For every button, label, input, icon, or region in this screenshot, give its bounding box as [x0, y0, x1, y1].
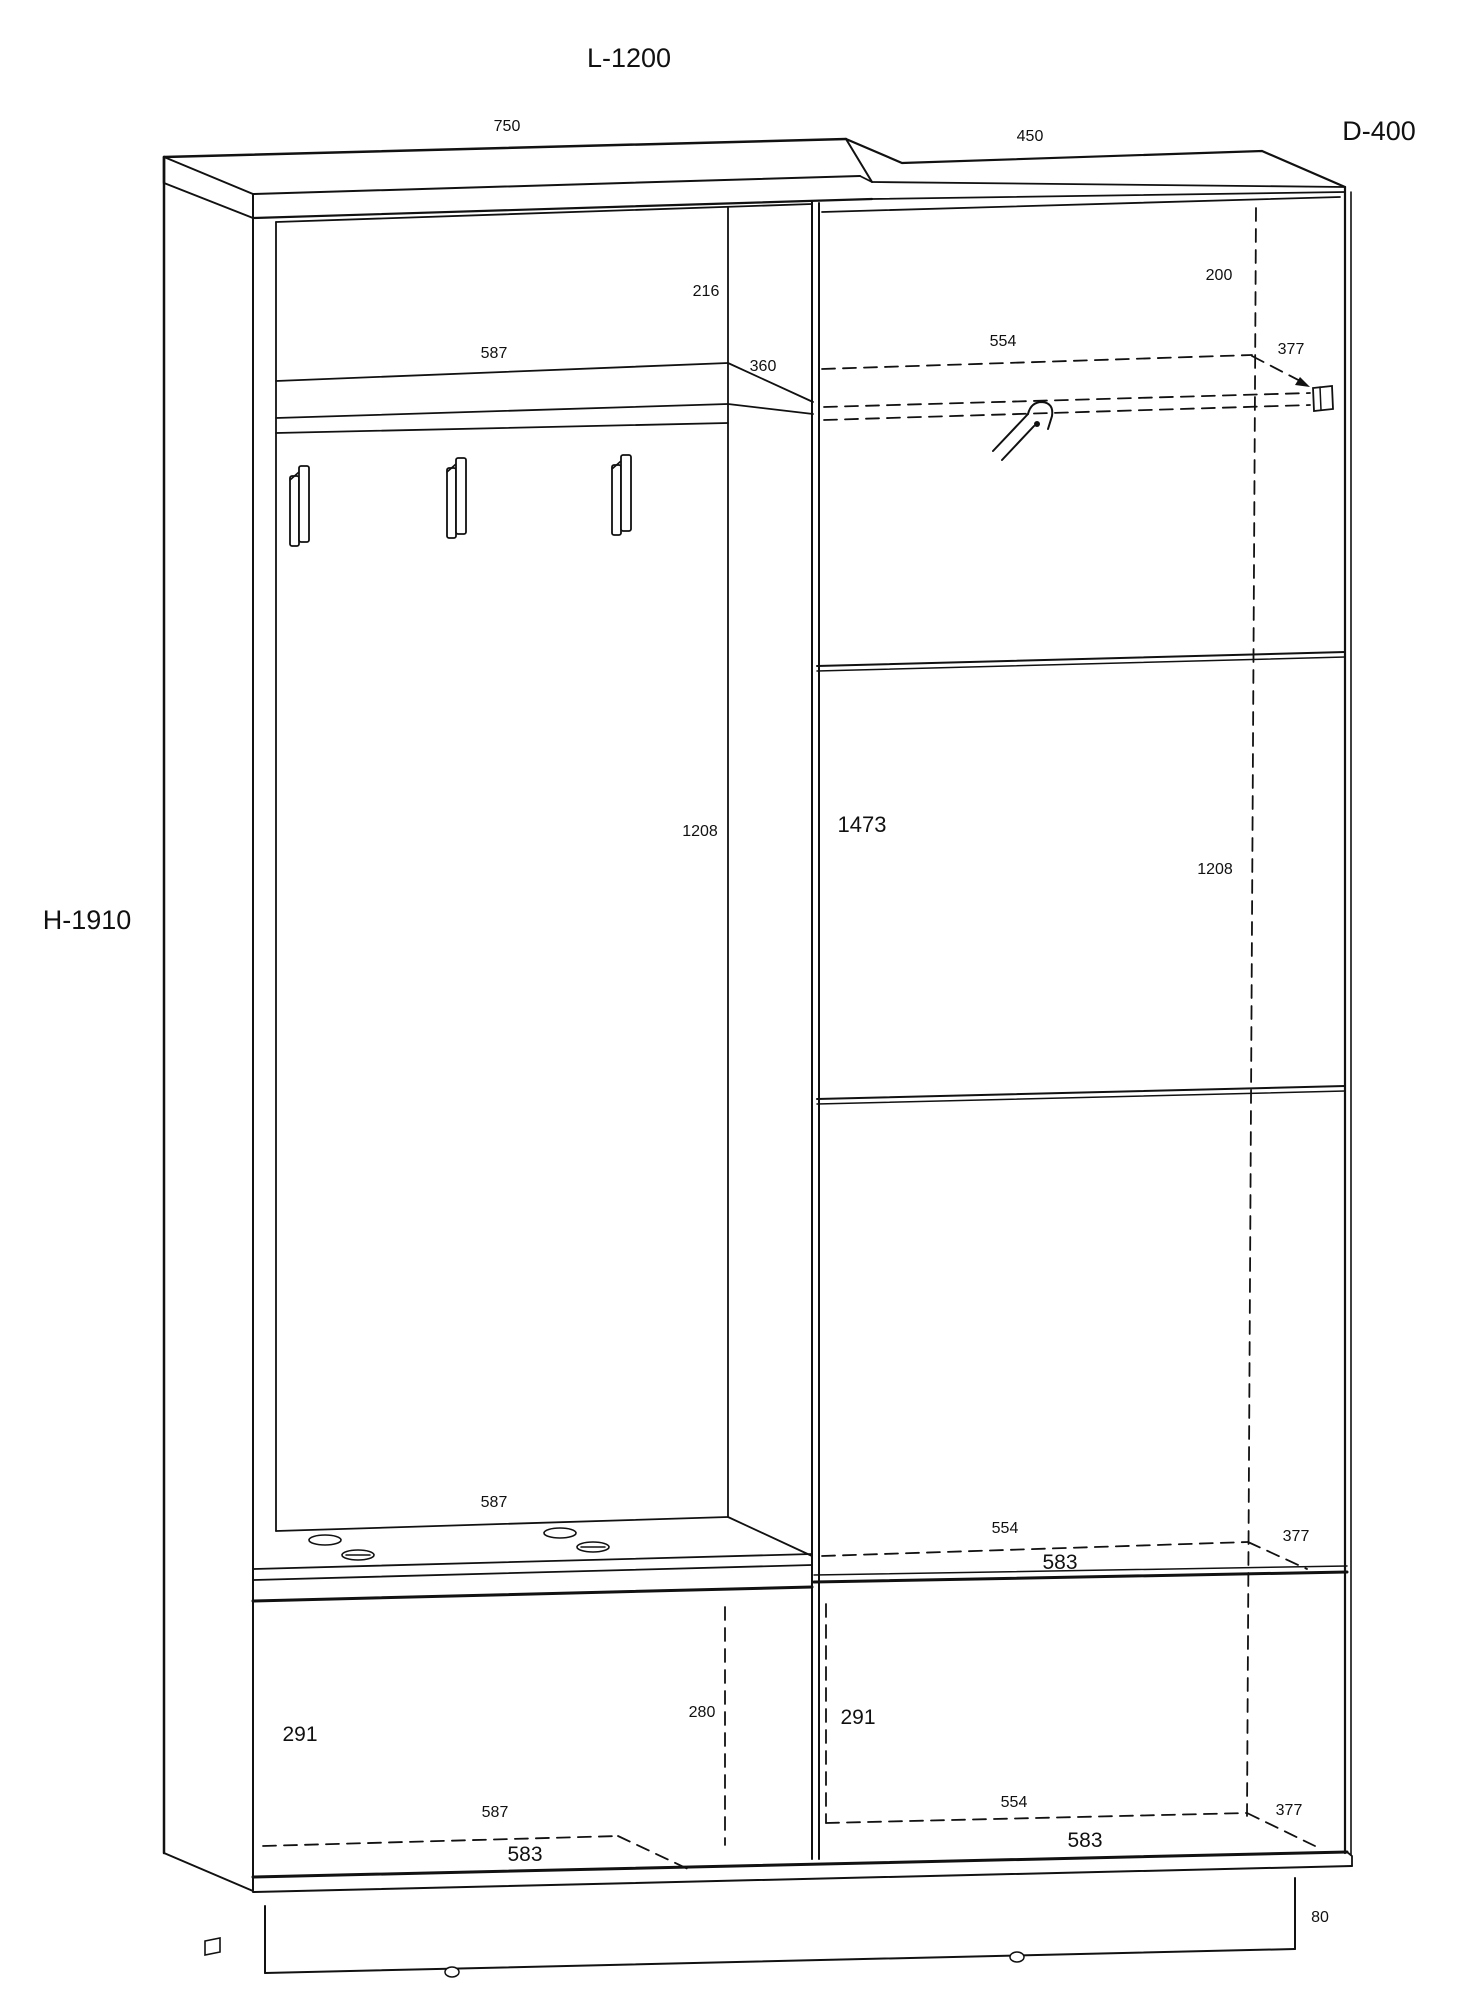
dimension-labels: [43, 43, 1416, 1926]
dim-right-bottom-shelf-depth: 377: [1275, 1802, 1303, 1819]
dim-right-bottom-opening-width: 583: [1067, 1829, 1103, 1852]
hanger-hook-icon: [993, 402, 1052, 460]
foot-icon: [445, 1967, 459, 1977]
dim-right-mid-shelf-depth: 377: [1282, 1528, 1310, 1545]
hidden-interior-dashed-lines: [263, 208, 1315, 1869]
coat-hook-icon: [290, 466, 309, 546]
foot-icon: [205, 1938, 220, 1955]
overall-length-label: L-1200: [586, 43, 672, 73]
base-lines: [205, 1852, 1352, 1977]
dim-right-top-shelf-depth: 377: [1277, 341, 1305, 358]
left-shelf-lines: [276, 363, 813, 433]
dim-right-mid-opening-width: 583: [1042, 1551, 1078, 1574]
dim-left-bottom-width: 587: [481, 1804, 509, 1821]
dim-top-right-width: 450: [1016, 128, 1044, 145]
dim-left-drawer-depth: 280: [688, 1704, 716, 1721]
coat-hook-icon: [612, 455, 631, 535]
overall-height-label: H-1910: [42, 905, 132, 935]
dim-right-top-compartment-height: 200: [1205, 267, 1233, 284]
dim-right-bottom-shelf-width: 554: [1000, 1794, 1028, 1811]
dim-plinth-height: 80: [1311, 1909, 1329, 1926]
dim-left-shelf-depth: 360: [749, 358, 777, 375]
dim-right-top-shelf-width: 554: [989, 333, 1017, 350]
right-section-horizontals: [814, 652, 1347, 1582]
overall-depth-label: D-400: [1342, 116, 1416, 146]
cam-hole: [544, 1528, 576, 1538]
dim-top-left-width: 750: [493, 118, 521, 135]
dim-right-mid-shelf-width: 554: [991, 1520, 1019, 1537]
cam-hole: [309, 1535, 341, 1545]
coat-hooks: [290, 455, 631, 546]
dim-right-door-height: 1473: [837, 812, 887, 837]
dim-left-shelf-width: 587: [480, 345, 508, 362]
dim-left-open-section-height: 1208: [682, 823, 718, 840]
dim-left-top-compartment-height: 216: [692, 283, 720, 300]
foot-icon: [1010, 1952, 1024, 1962]
dim-left-bench-width: 587: [480, 1494, 508, 1511]
dim-right-interior-height: 1208: [1197, 861, 1233, 878]
carcass-lines: [164, 157, 1351, 1891]
coat-hook-icon: [447, 458, 466, 538]
bench-lines: [253, 1517, 812, 1601]
dim-right-drawer-front-height: 291: [840, 1706, 876, 1729]
dim-left-drawer-front-height: 291: [282, 1723, 318, 1746]
rod-bracket-icon: [1313, 386, 1333, 411]
dim-left-bottom-opening-width: 583: [507, 1843, 543, 1866]
